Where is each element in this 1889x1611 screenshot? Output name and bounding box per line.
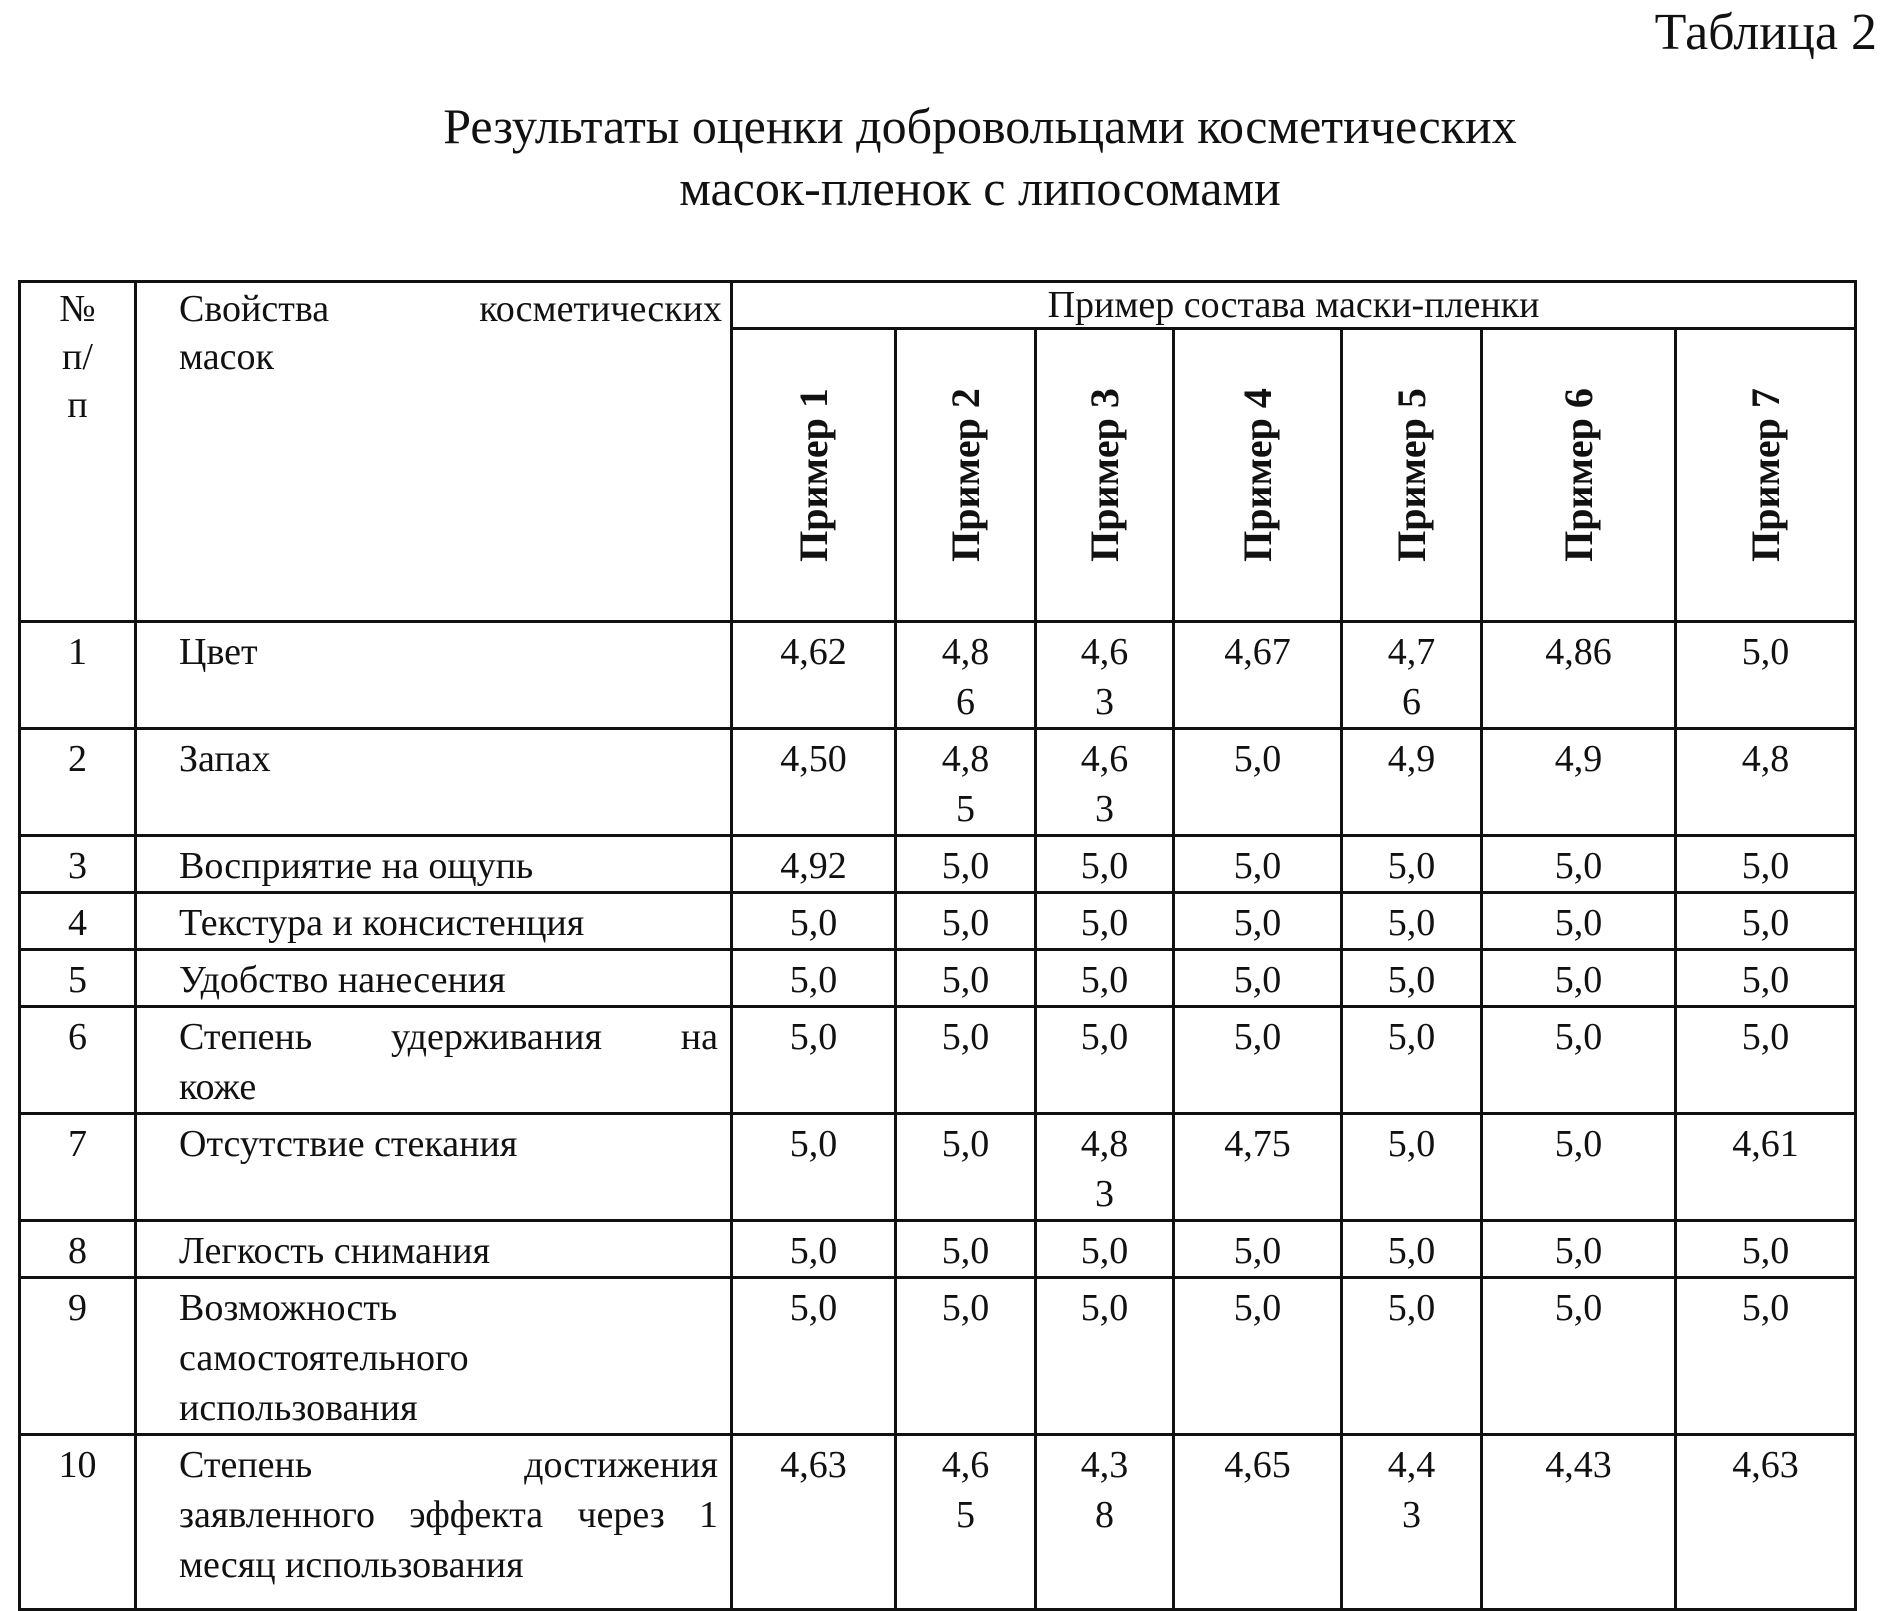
row-number: 10: [20, 1435, 136, 1610]
value-cell: [896, 1114, 1036, 1221]
value-text: 4,50: [780, 738, 847, 780]
table-row: [20, 1278, 1856, 1435]
table-row: [20, 950, 1856, 1007]
value-cell: [1036, 1278, 1174, 1435]
value-text: 4,75: [1224, 1123, 1291, 1165]
value-text: 5,0: [1554, 959, 1603, 1001]
value-text: 3: [1402, 1494, 1421, 1536]
property-cell: [136, 836, 732, 893]
header-example-label: Пример 3: [1081, 388, 1127, 562]
row-number: 6: [20, 1007, 136, 1114]
header-property: [136, 282, 732, 622]
property-cell: [136, 1114, 732, 1221]
value-text: 5,0: [1387, 1287, 1436, 1329]
value-text: 5,0: [1387, 845, 1436, 887]
value-text: 4,8: [941, 631, 990, 673]
value-cell: [1036, 950, 1174, 1007]
value-cell: [896, 950, 1036, 1007]
property-line: месяц использования: [179, 1544, 524, 1586]
value-text: 8: [1095, 1494, 1114, 1536]
value-cell: [1174, 1435, 1342, 1610]
value-cell: [1482, 836, 1676, 893]
table-row: [20, 1435, 1856, 1610]
value-text: 5,0: [1080, 1230, 1129, 1272]
header-example-6: [1482, 329, 1676, 622]
header-num: [20, 282, 136, 622]
table-row: [20, 1221, 1856, 1278]
value-cell: [896, 622, 1036, 729]
value-text: 4,9: [1554, 738, 1603, 780]
value-cell: [1482, 622, 1676, 729]
value-cell: [1342, 729, 1482, 836]
value-text: 5,0: [941, 959, 990, 1001]
value-text: 5,0: [789, 902, 838, 944]
value-text: 5,0: [1554, 1287, 1603, 1329]
value-cell: [1482, 1114, 1676, 1221]
value-text: 5,0: [941, 1123, 990, 1165]
property-line: Возможность: [179, 1287, 398, 1329]
header-example-label: Пример 2: [942, 388, 988, 562]
value-text: 5,0: [1233, 1230, 1282, 1272]
value-cell: [1174, 729, 1342, 836]
value-cell: [1676, 1007, 1856, 1114]
value-text: 5,0: [1233, 738, 1282, 780]
property-line: Текстура и консистенция: [179, 902, 585, 944]
value-text: 5,0: [1741, 1016, 1790, 1058]
value-text: 5,0: [1554, 902, 1603, 944]
header-example-label: Пример 5: [1388, 388, 1434, 562]
value-cell: [896, 1221, 1036, 1278]
value-text: 4,61: [1732, 1123, 1799, 1165]
value-cell: [732, 893, 896, 950]
value-cell: [1342, 893, 1482, 950]
property-line: самостоятельного: [179, 1337, 469, 1379]
document-title: [320, 95, 1640, 219]
header-group: Пример состава маски-пленки: [732, 282, 1856, 329]
property-line: использования: [179, 1387, 418, 1429]
property-cell: [136, 893, 732, 950]
header-example-label: Пример 4: [1234, 388, 1280, 562]
value-text: 4,92: [780, 845, 847, 887]
value-text: 4,4: [1387, 1444, 1436, 1486]
table-row: [20, 1007, 1856, 1114]
value-cell: [1174, 836, 1342, 893]
value-cell: [896, 893, 1036, 950]
property-line: Цвет: [179, 631, 258, 673]
value-cell: [1174, 1007, 1342, 1114]
header-num-line: п/: [62, 336, 93, 378]
value-cell: [1676, 1114, 1856, 1221]
table-label: Таблица 2: [1654, 4, 1877, 61]
value-cell: [1342, 1007, 1482, 1114]
value-cell: [732, 950, 896, 1007]
value-text: 5,0: [1741, 959, 1790, 1001]
value-text: 5: [956, 788, 975, 830]
value-cell: [896, 1007, 1036, 1114]
property-line: Степень удерживания на: [179, 1016, 718, 1058]
value-cell: [1036, 729, 1174, 836]
value-cell: [1036, 1007, 1174, 1114]
value-text: 4,3: [1080, 1444, 1129, 1486]
value-cell: [1676, 1435, 1856, 1610]
value-cell: [1036, 622, 1174, 729]
value-text: 4,6: [1080, 631, 1129, 673]
header-num-line: №: [59, 288, 96, 330]
value-cell: [1482, 1435, 1676, 1610]
value-text: 5,0: [1233, 1287, 1282, 1329]
row-number: 7: [20, 1114, 136, 1221]
value-cell: [732, 1221, 896, 1278]
value-text: 4,62: [780, 631, 847, 673]
value-text: 4,43: [1545, 1444, 1612, 1486]
property-line: коже: [179, 1066, 257, 1108]
value-text: 5,0: [1233, 902, 1282, 944]
property-cell: [136, 622, 732, 729]
value-text: 3: [1095, 1173, 1114, 1215]
header-example-2: [896, 329, 1036, 622]
value-text: 5,0: [1741, 845, 1790, 887]
value-cell: [1342, 622, 1482, 729]
value-text: 3: [1095, 681, 1114, 723]
value-cell: [732, 1007, 896, 1114]
value-cell: [1482, 1007, 1676, 1114]
value-cell: [1036, 1221, 1174, 1278]
value-cell: [732, 1435, 896, 1610]
value-cell: [1482, 729, 1676, 836]
header-num-line: п: [67, 384, 88, 426]
value-text: 5,0: [1554, 1016, 1603, 1058]
value-text: 6: [956, 681, 975, 723]
value-text: 4,63: [1732, 1444, 1799, 1486]
header-property-line: масок: [179, 336, 274, 378]
value-cell: [1342, 1114, 1482, 1221]
property-line: Удобство нанесения: [179, 959, 506, 1001]
value-text: 5,0: [1387, 1016, 1436, 1058]
value-cell: [1342, 836, 1482, 893]
value-text: 4,63: [780, 1444, 847, 1486]
value-text: 5,0: [789, 1016, 838, 1058]
value-text: 5,0: [1741, 902, 1790, 944]
value-text: 5,0: [1741, 631, 1790, 673]
value-cell: [1174, 893, 1342, 950]
value-cell: [896, 836, 1036, 893]
value-text: 5,0: [1080, 959, 1129, 1001]
value-text: 5,0: [941, 845, 990, 887]
value-text: 5,0: [1554, 845, 1603, 887]
value-cell: [1036, 836, 1174, 893]
row-number: 1: [20, 622, 136, 729]
table-row: [20, 622, 1856, 729]
table-row: [20, 1114, 1856, 1221]
value-cell: [1676, 622, 1856, 729]
value-text: 5,0: [789, 959, 838, 1001]
row-number: 4: [20, 893, 136, 950]
value-text: 5,0: [1080, 1287, 1129, 1329]
header-example-3: [1036, 329, 1174, 622]
value-cell: [1676, 1221, 1856, 1278]
value-text: 5,0: [941, 1287, 990, 1329]
value-cell: [1676, 729, 1856, 836]
value-cell: [1036, 1114, 1174, 1221]
value-cell: [1174, 1278, 1342, 1435]
value-text: 5,0: [1233, 845, 1282, 887]
value-text: 4,6: [941, 1444, 990, 1486]
row-number: 8: [20, 1221, 136, 1278]
value-cell: [1342, 1221, 1482, 1278]
value-text: 5,0: [1233, 959, 1282, 1001]
value-cell: [1342, 1278, 1482, 1435]
value-cell: [732, 836, 896, 893]
value-text: 5,0: [1387, 1123, 1436, 1165]
value-cell: [1676, 893, 1856, 950]
property-line: Восприятие на ощупь: [179, 845, 534, 887]
value-cell: [1174, 622, 1342, 729]
property-cell: [136, 1221, 732, 1278]
value-text: 5,0: [1387, 902, 1436, 944]
value-cell: [1342, 950, 1482, 1007]
property-line: Степень достижения: [179, 1444, 718, 1486]
value-text: 4,8: [1741, 738, 1790, 780]
value-cell: [896, 729, 1036, 836]
value-cell: [732, 1278, 896, 1435]
value-cell: [1482, 1278, 1676, 1435]
value-text: 5,0: [1080, 902, 1129, 944]
header-row-1: [20, 282, 1856, 329]
value-text: 4,8: [1080, 1123, 1129, 1165]
value-cell: [732, 622, 896, 729]
value-text: 5,0: [1080, 845, 1129, 887]
header-example-4: [1174, 329, 1342, 622]
property-line: Отсутствие стекания: [179, 1123, 518, 1165]
property-cell: [136, 1435, 732, 1610]
header-example-1: [732, 329, 896, 622]
title-line-1: Результаты оценки добровольцами косметических: [443, 98, 1517, 154]
value-text: 5,0: [1233, 1016, 1282, 1058]
value-text: 4,7: [1387, 631, 1436, 673]
value-text: 5,0: [1554, 1123, 1603, 1165]
table-body: [20, 622, 1856, 1610]
property-cell: [136, 1007, 732, 1114]
value-text: 5,0: [941, 1230, 990, 1272]
value-text: 4,86: [1545, 631, 1612, 673]
header-example-7: [1676, 329, 1856, 622]
header-example-5: [1342, 329, 1482, 622]
property-cell: [136, 950, 732, 1007]
value-cell: [1174, 1221, 1342, 1278]
header-example-label: Пример 1: [790, 388, 836, 562]
value-cell: [1482, 893, 1676, 950]
table-row: [20, 893, 1856, 950]
value-text: 4,8: [941, 738, 990, 780]
value-cell: [1342, 1435, 1482, 1610]
value-text: 5,0: [789, 1123, 838, 1165]
value-text: 5,0: [789, 1230, 838, 1272]
row-number: 9: [20, 1278, 136, 1435]
value-cell: [1482, 950, 1676, 1007]
value-cell: [732, 1114, 896, 1221]
value-cell: [1676, 950, 1856, 1007]
title-line-2: масок-пленок с липосомами: [679, 160, 1281, 216]
property-cell: [136, 729, 732, 836]
value-text: 5,0: [1387, 959, 1436, 1001]
results-table: [18, 280, 1857, 1611]
row-number: 3: [20, 836, 136, 893]
header-example-label: Пример 6: [1555, 388, 1601, 562]
value-text: 5,0: [1741, 1230, 1790, 1272]
property-line: Легкость снимания: [179, 1230, 491, 1272]
value-text: 4,65: [1224, 1444, 1291, 1486]
value-cell: [1036, 1435, 1174, 1610]
value-cell: [1036, 893, 1174, 950]
header-example-label: Пример 7: [1742, 388, 1788, 562]
value-cell: [1482, 1221, 1676, 1278]
value-text: 5,0: [789, 1287, 838, 1329]
value-text: 5,0: [1741, 1287, 1790, 1329]
value-text: 5,0: [1387, 1230, 1436, 1272]
value-text: 4,9: [1387, 738, 1436, 780]
value-text: 5: [956, 1494, 975, 1536]
value-cell: [896, 1435, 1036, 1610]
property-cell: [136, 1278, 732, 1435]
property-line: Запах: [179, 738, 271, 780]
property-line: заявленного эффекта через 1: [179, 1494, 718, 1536]
value-text: 3: [1095, 788, 1114, 830]
value-cell: [732, 729, 896, 836]
value-text: 5,0: [941, 902, 990, 944]
value-cell: [896, 1278, 1036, 1435]
value-cell: [1174, 1114, 1342, 1221]
value-text: 6: [1402, 681, 1421, 723]
value-text: 5,0: [1554, 1230, 1603, 1272]
value-cell: [1174, 950, 1342, 1007]
value-cell: [1676, 1278, 1856, 1435]
row-number: 2: [20, 729, 136, 836]
value-text: 5,0: [1080, 1016, 1129, 1058]
header-property-line: Свойства косметических: [179, 288, 722, 330]
table-row: [20, 836, 1856, 893]
value-text: 4,67: [1224, 631, 1291, 673]
value-text: 5,0: [941, 1016, 990, 1058]
value-text: 4,6: [1080, 738, 1129, 780]
table-row: [20, 729, 1856, 836]
row-number: 5: [20, 950, 136, 1007]
value-cell: [1676, 836, 1856, 893]
